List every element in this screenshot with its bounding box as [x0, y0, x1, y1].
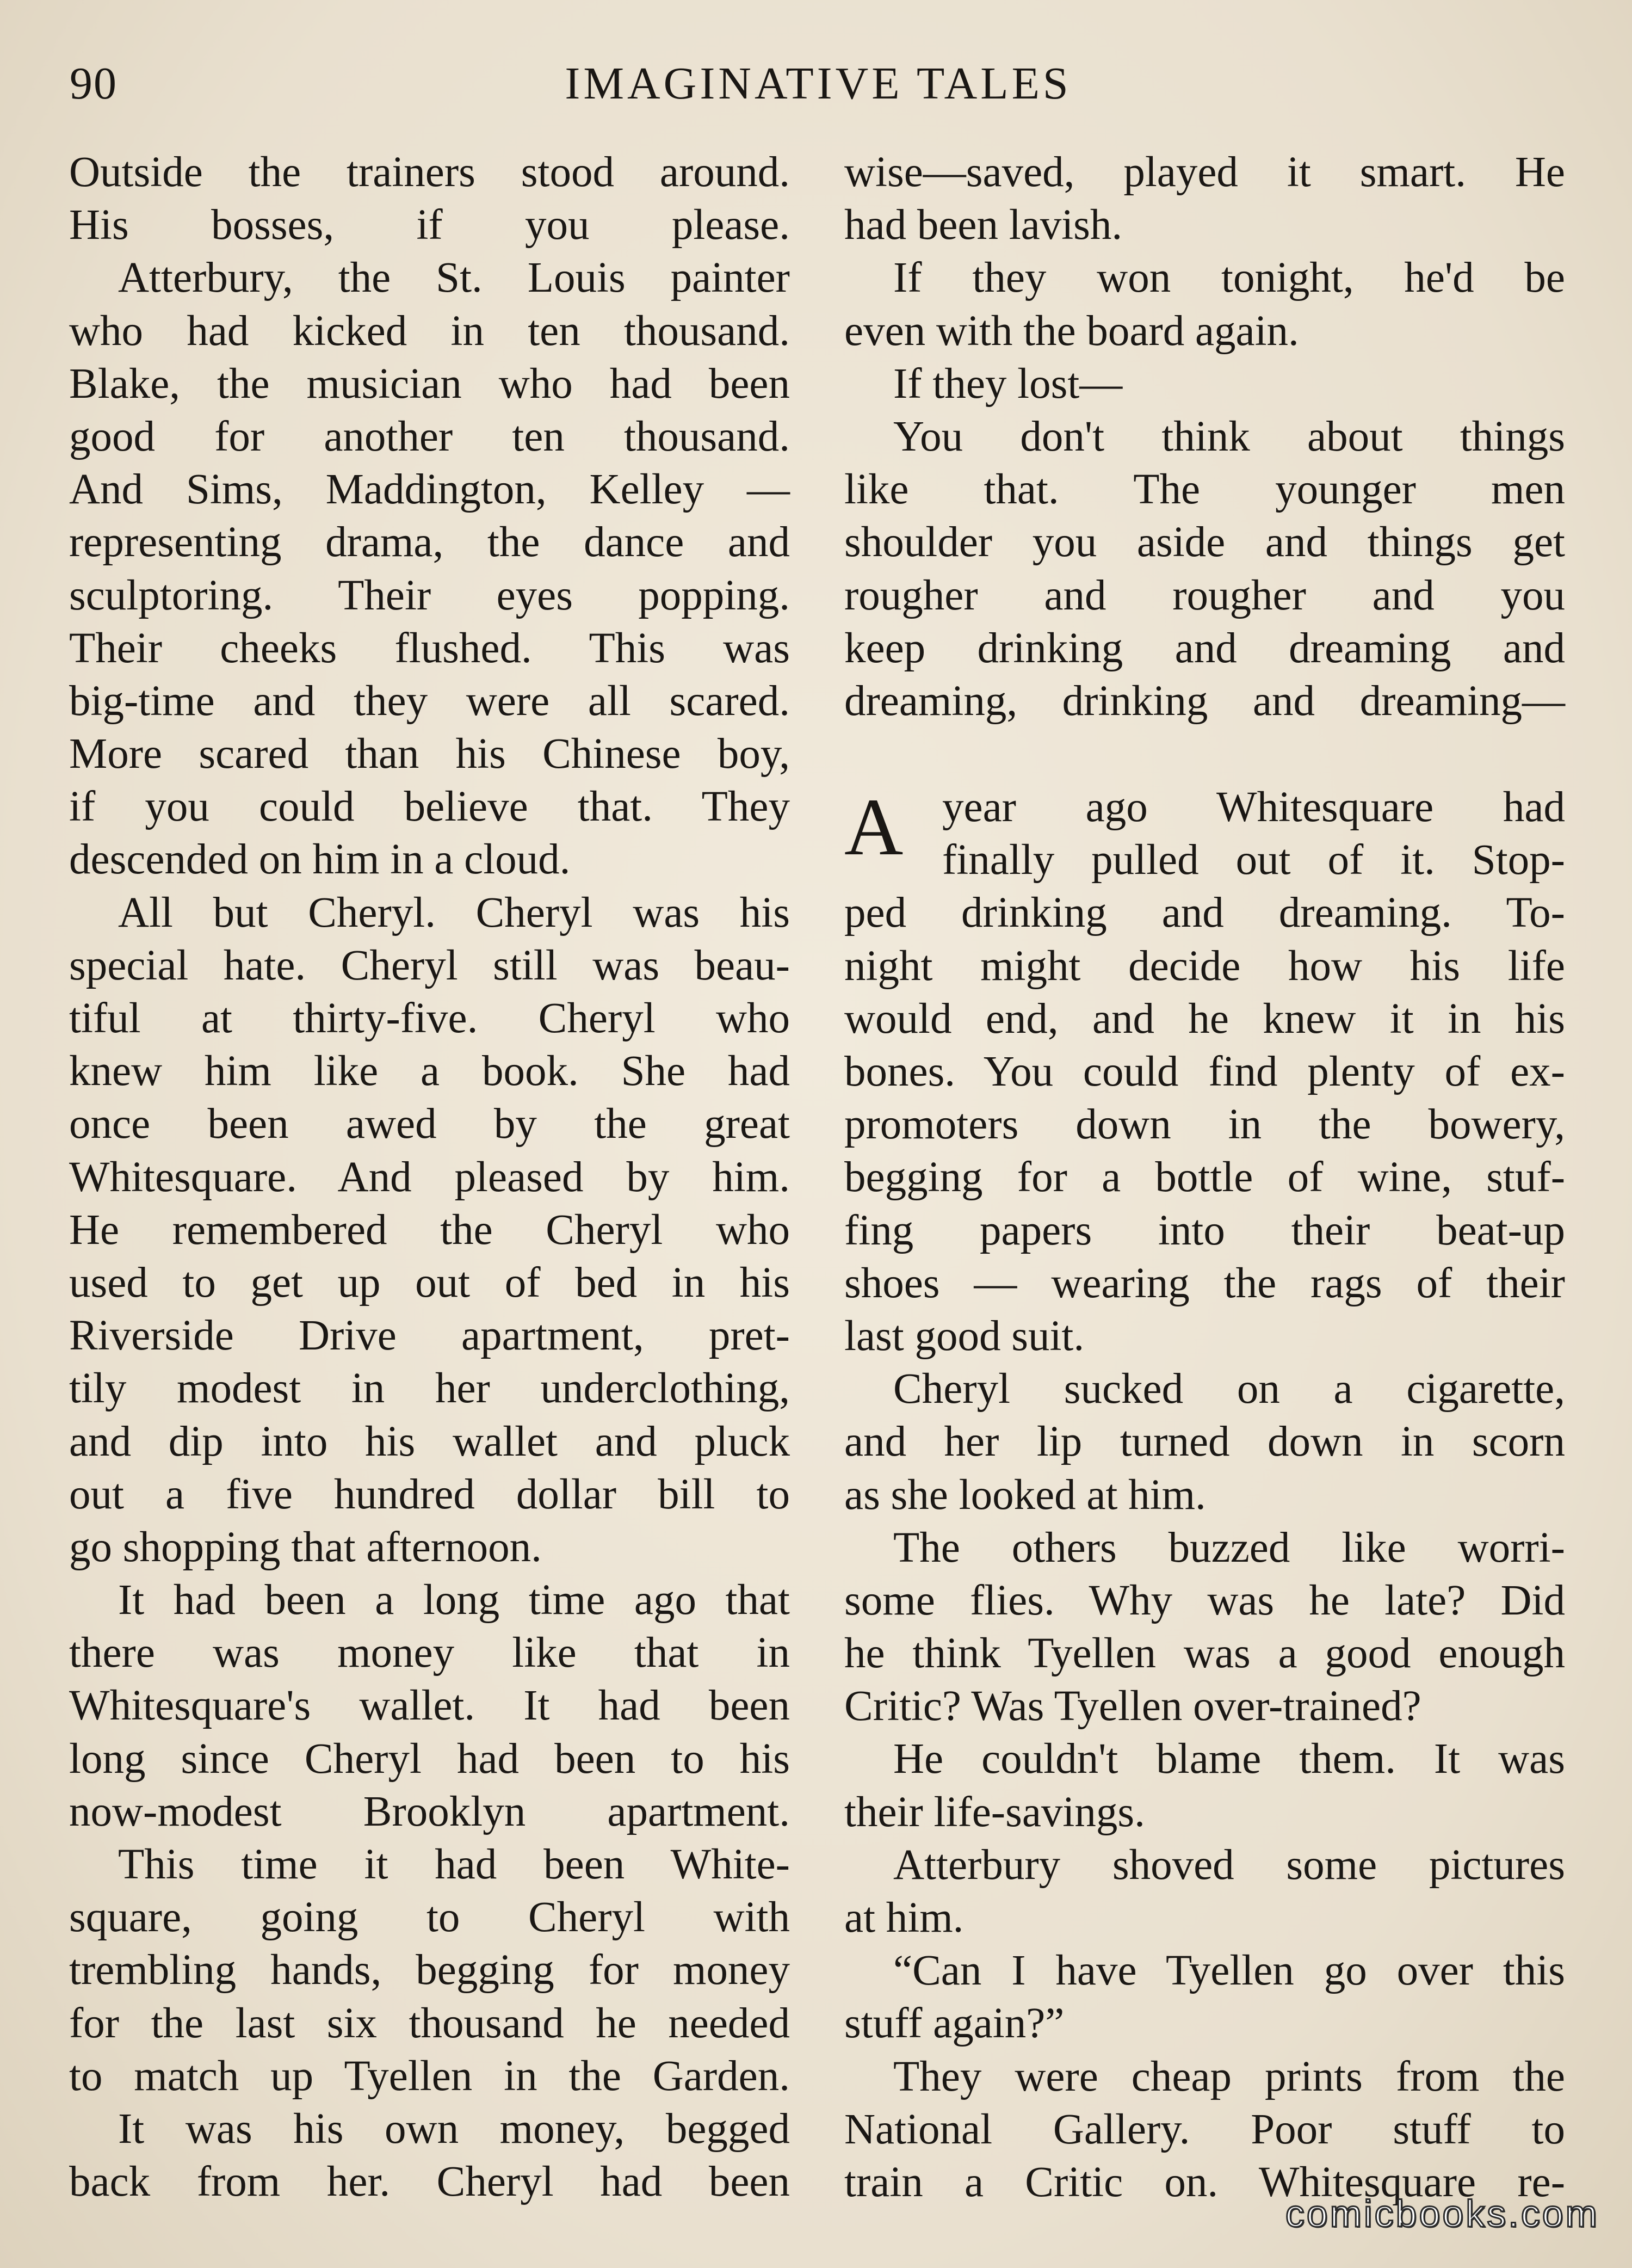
text-line: train a Critic on. Whitesquare re- [844, 2158, 1565, 2206]
text-line: ped drinking and dreaming. To- [844, 889, 1565, 937]
text-line: His bosses, if you please. [69, 201, 790, 249]
text-line: He remembered the Cheryl who [69, 1206, 790, 1254]
text-line: used to get up out of bed in his [69, 1259, 790, 1306]
text-line: Atterbury shoved some pictures [893, 1841, 1565, 1889]
text-line: He couldn't blame them. It was [893, 1735, 1565, 1783]
text-line: like that. The younger men [844, 466, 1565, 514]
text-line: fing papers into their beat-up [844, 1206, 1565, 1254]
text-line: The others buzzed like worri- [893, 1524, 1565, 1571]
text-line: dreaming, drinking and dreaming— [844, 677, 1565, 725]
text-line: back from her. Cheryl had been [69, 2158, 790, 2206]
text-line: last good suit. [844, 1312, 1085, 1360]
page-number: 90 [70, 58, 118, 109]
text-line: If they lost— [893, 360, 1123, 408]
text-line: good for another ten thousand. [69, 412, 790, 460]
text-line: You don't think about things [893, 412, 1565, 460]
text-line: square, going to Cheryl with [69, 1894, 790, 1942]
text-line: shoulder you aside and things get [844, 519, 1565, 566]
text-line: And Sims, Maddington, Kelley — [69, 466, 790, 514]
text-line: representing drama, the dance and [69, 519, 790, 566]
text-line: This time it had been White- [118, 1841, 790, 1888]
text-line: once been awed by the great [69, 1100, 790, 1148]
text-line: if you could believe that. They [69, 783, 790, 831]
text-line: to match up Tyellen in the Garden. [69, 2052, 790, 2100]
text-line: would end, and he knew it in his [844, 995, 1565, 1043]
text-line: had been lavish. [844, 201, 1123, 249]
text-line: out a five hundred dollar bill to [69, 1470, 790, 1518]
text-line: Whitesquare's wallet. It had been [69, 1682, 790, 1730]
text-line: special hate. Cheryl still was beau- [69, 941, 790, 989]
text-line: even with the board again. [844, 307, 1299, 355]
text-line: All but Cheryl. Cheryl was his [118, 889, 790, 936]
text-line: More scared than his Chinese boy, [69, 730, 790, 778]
text-line: tiful at thirty-five. Cheryl who [69, 995, 790, 1042]
text-line: and her lip turned down in scorn [844, 1418, 1565, 1466]
drop-cap: A [844, 782, 904, 873]
text-line: knew him like a book. She had [69, 1047, 790, 1095]
text-line: shoes — wearing the rags of their [844, 1259, 1565, 1307]
text-line: National Gallery. Poor stuff to [844, 2105, 1565, 2153]
text-line: keep drinking and dreaming and [844, 624, 1565, 672]
text-line: Outside the trainers stood around. [69, 149, 790, 196]
text-line: Whitesquare. And pleased by him. [69, 1153, 790, 1201]
text-line: long since Cheryl had been to his [69, 1735, 790, 1783]
text-line: wise—saved, played it smart. He [844, 149, 1565, 196]
text-line: rougher and rougher and you [844, 571, 1565, 619]
text-line: They were cheap prints from the [893, 2053, 1565, 2100]
text-line: big-time and they were all scared. [69, 677, 790, 725]
text-line: now-modest Brooklyn apartment. [69, 1788, 790, 1835]
page-header [70, 57, 1567, 117]
text-line: bones. You could find plenty of ex- [844, 1048, 1565, 1095]
text-line: as she looked at him. [844, 1471, 1206, 1519]
text-line: Their cheeks flushed. This was [69, 624, 790, 672]
text-line: at him. [844, 1894, 964, 1942]
text-line: night might decide how his life [844, 942, 1565, 990]
text-line: sculptoring. Their eyes popping. [69, 571, 790, 619]
text-line: Atterbury, the St. Louis painter [118, 254, 790, 302]
text-line: he think Tyellen was a good enough [844, 1630, 1565, 1678]
text-line: Critic? Was Tyellen over-trained? [844, 1682, 1421, 1730]
text-line: finally pulled out of it. Stop- [942, 836, 1565, 884]
text-line: If they won tonight, he'd be [893, 254, 1565, 302]
text-line: It was his own money, begged [118, 2105, 790, 2153]
text-line: their life-savings. [844, 1788, 1145, 1836]
text-line: Riverside Drive apartment, pret- [69, 1312, 790, 1360]
text-line: go shopping that afternoon. [69, 1523, 542, 1571]
text-line: begging for a bottle of wine, stuf- [844, 1154, 1565, 1201]
text-line: Blake, the musician who had been [69, 360, 790, 408]
text-line: Cheryl sucked on a cigarette, [893, 1365, 1565, 1413]
text-line: “Can I have Tyellen go over this [893, 1947, 1565, 1995]
watermark: comicbooks.com [1285, 2192, 1599, 2235]
left-column [69, 146, 790, 2208]
text-line: year ago Whitesquare had [942, 784, 1565, 831]
text-line: It had been a long time ago that [118, 1576, 790, 1624]
text-line: for the last six thousand he needed [69, 1999, 790, 2047]
text-line: who had kicked in ten thousand. [69, 307, 790, 355]
text-line: and dip into his wallet and pluck [69, 1418, 790, 1465]
right-column [844, 146, 1565, 2209]
text-line: trembling hands, begging for money [69, 1946, 790, 1994]
text-line: some flies. Why was he late? Did [844, 1576, 1565, 1624]
text-line: tily modest in her underclothing, [69, 1365, 790, 1413]
text-line: stuff again?” [844, 2000, 1065, 2048]
running-title: IMAGINATIVE TALES [565, 58, 1072, 109]
text-line: promoters down in the bowery, [844, 1101, 1565, 1149]
text-line: there was money like that in [69, 1629, 790, 1677]
text-line: descended on him in a cloud. [69, 836, 571, 884]
